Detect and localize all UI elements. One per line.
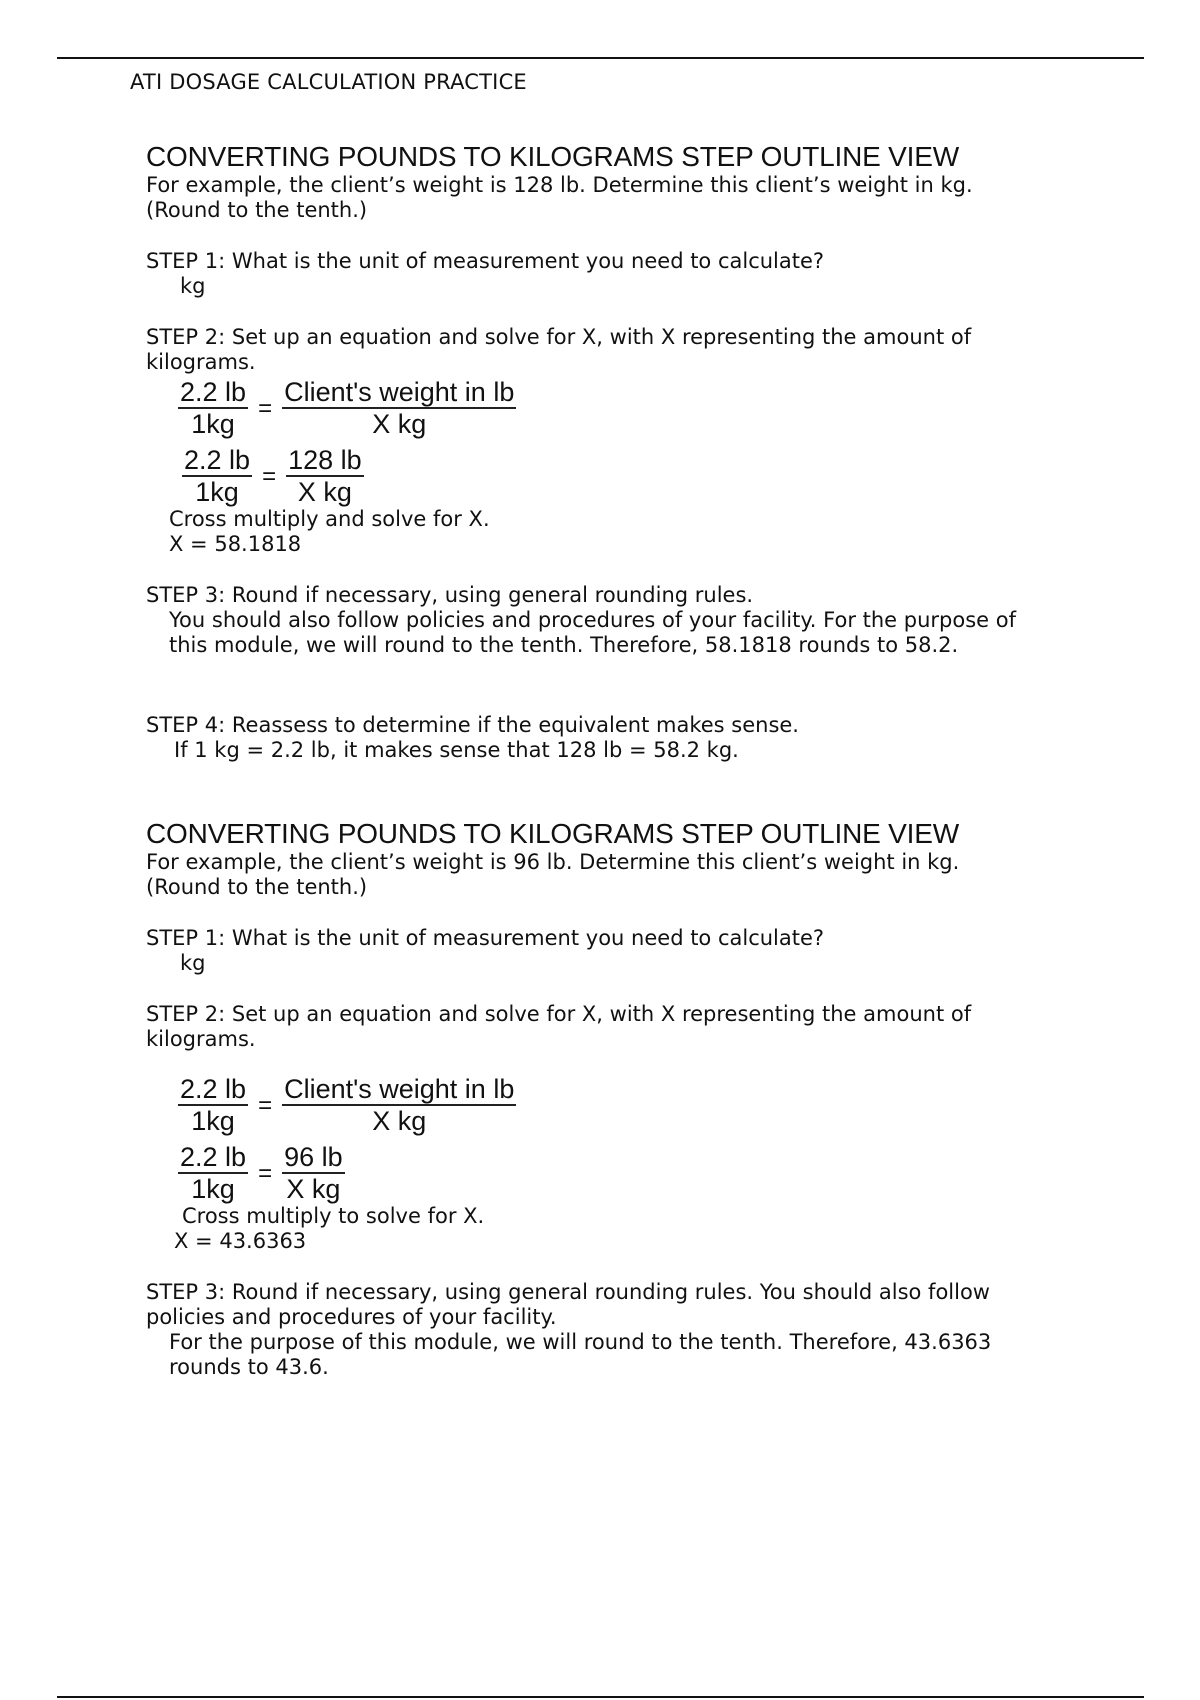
- section-2: [146, 818, 1086, 1380]
- step-3-text: STEP 3: Round if necessary, using general rounding rules.: [146, 583, 754, 607]
- step-3-text: this module, we will round to the tenth. Therefore, 58.1818 rounds to 58.2.: [169, 633, 959, 657]
- step-1-answer: kg: [180, 274, 206, 298]
- step-2-text: STEP 2: Set up an equation and solve for X, with X representing the amount of: [146, 1002, 972, 1026]
- step-1-question: STEP 1: What is the unit of measurement you need to calculate?: [146, 249, 825, 273]
- fraction: $\frac{\text{Client's weight in lb}}{\text{X kg}}$: [284, 1074, 515, 1136]
- top-rule: [57, 57, 1144, 59]
- result-value: X = 58.1818: [169, 532, 302, 556]
- step-4-text: STEP 4: Reassess to determine if the equivalent makes sense.: [146, 713, 799, 737]
- step-3-text: You should also follow policies and procedures of your facility. For the purpose of: [169, 608, 1017, 632]
- equation-2: [178, 1142, 1086, 1204]
- document-header: ATI DOSAGE CALCULATION PRACTICE: [130, 70, 527, 94]
- cross-multiply-text: Cross multiply to solve for X.: [182, 1204, 485, 1228]
- equation-2: [182, 445, 1086, 507]
- fraction: $\frac{96 lb}{\text{X kg}}$: [284, 1142, 343, 1204]
- result-value: X = 43.6363: [174, 1229, 307, 1253]
- equation-1: [178, 377, 1086, 439]
- fraction: $\frac{2.2 lb}{1kg}$: [180, 377, 247, 439]
- equals-sign: =: [258, 1091, 273, 1119]
- step-1-question: STEP 1: What is the unit of measurement you need to calculate?: [146, 926, 825, 950]
- section-1: [146, 141, 1086, 763]
- bottom-rule: [57, 1696, 1144, 1698]
- equals-sign: =: [262, 462, 277, 490]
- section-heading: CONVERTING POUNDS TO KILOGRAMS STEP OUTLINE VIEW: [146, 818, 959, 849]
- section-heading: CONVERTING POUNDS TO KILOGRAMS STEP OUTLINE VIEW: [146, 141, 959, 172]
- fraction: $\frac{2.2 lb}{1kg}$: [180, 1142, 247, 1204]
- fraction: $\frac{\text{Client's weight in lb}}{\text{X kg}}$: [284, 377, 515, 439]
- equals-sign: =: [258, 1159, 273, 1187]
- step-2-text: STEP 2: Set up an equation and solve for X, with X representing the amount of: [146, 325, 972, 349]
- example-line: (Round to the tenth.): [146, 875, 368, 899]
- example-line: (Round to the tenth.): [146, 198, 368, 222]
- step-3-text: STEP 3: Round if necessary, using general rounding rules. You should also follow: [146, 1280, 990, 1304]
- step-4-text: If 1 kg = 2.2 lb, it makes sense that 128 lb = 58.2 kg.: [174, 738, 739, 762]
- cross-multiply-text: Cross multiply and solve for X.: [169, 507, 490, 531]
- step-2-text: kilograms.: [146, 1027, 256, 1051]
- example-line: For example, the client’s weight is 96 lb. Determine this client’s weight in kg.: [146, 850, 960, 874]
- step-3-text: rounds to 43.6.: [169, 1355, 329, 1379]
- step-2-text: kilograms.: [146, 350, 256, 374]
- fraction: $\frac{2.2 lb}{1kg}$: [184, 445, 251, 507]
- equation-1: [178, 1074, 1086, 1136]
- fraction: $\frac{2.2 lb}{1kg}$: [180, 1074, 247, 1136]
- fraction: $\frac{128 lb}{\text{X kg}}$: [288, 445, 362, 507]
- step-1-answer: kg: [180, 951, 206, 975]
- step-3-text: For the purpose of this module, we will round to the tenth. Therefore, 43.6363: [169, 1330, 992, 1354]
- equals-sign: =: [258, 394, 273, 422]
- example-line: For example, the client’s weight is 128 lb. Determine this client’s weight in kg.: [146, 173, 973, 197]
- step-3-text: policies and procedures of your facility.: [146, 1305, 557, 1329]
